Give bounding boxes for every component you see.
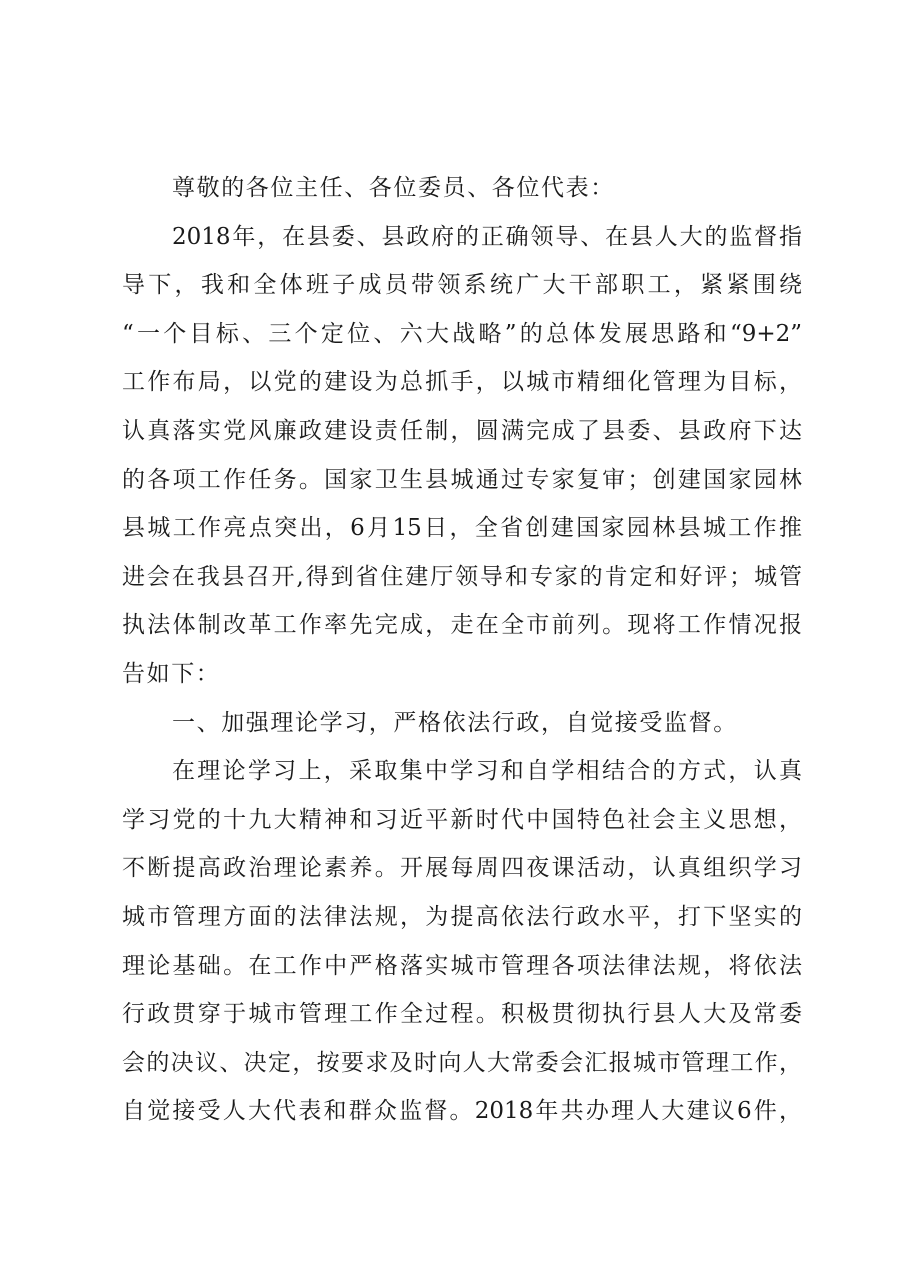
paragraph-line: 告如下： — [122, 660, 221, 687]
paragraph-line: 在理论学习上，采取集中学习和自学相结合的方式，认真 — [172, 758, 802, 785]
paragraph-line: 自觉接受人大代表和群众监督。2018年共办理人大建议6件， — [122, 1098, 802, 1125]
paragraph-line: 会的决议、决定，按要求及时向人大常委会汇报城市管理工作， — [122, 1049, 802, 1076]
paragraph-line: 不断提高政治理论素养。开展每周四夜课活动，认真组织学习 — [122, 855, 802, 882]
paragraph-line: 理论基础。在工作中严格落实城市管理各项法律法规，将依法 — [122, 952, 802, 979]
paragraph-line: 县城工作亮点突出，6月15日，全省创建国家园林县城工作推 — [122, 515, 802, 542]
paragraph-line: 行政贯穿于城市管理工作全过程。积极贯彻执行县人大及常委 — [122, 1001, 802, 1028]
section-heading: 一、加强理论学习，严格依法行政，自觉接受监督。 — [172, 709, 738, 736]
paragraph-line: “一个目标、三个定位、六大战略”的总体发展思路和“9+2” — [122, 320, 802, 347]
paragraph-line: 学习党的十九大精神和习近平新时代中国特色社会主义思想， — [122, 806, 802, 833]
paragraph-line: 城市管理方面的法律法规，为提高依法行政水平，打下坚实的 — [122, 903, 802, 930]
paragraph-line: 导下，我和全体班子成员带领系统广大干部职工，紧紧围绕 — [122, 272, 802, 299]
salutation-line: 尊敬的各位主任、各位委员、各位代表： — [172, 175, 615, 201]
paragraph-line: 执法体制改革工作率先完成，走在全市前列。现将工作情况报 — [122, 612, 802, 639]
document-body — [122, 164, 802, 1136]
paragraph-line: 工作布局，以党的建设为总抓手，以城市精细化管理为目标， — [122, 369, 802, 396]
paragraph-line: 认真落实党风廉政建设责任制，圆满完成了县委、县政府下达 — [122, 417, 802, 444]
paragraph-line: 2018年，在县委、县政府的正确领导、在县人大的监督指 — [172, 223, 802, 250]
paragraph-line: 进会在我县召开,得到省住建厅领导和专家的肯定和好评；城管 — [122, 563, 802, 590]
paragraph-line: 的各项工作任务。国家卫生县城通过专家复审；创建国家园林 — [122, 466, 802, 493]
